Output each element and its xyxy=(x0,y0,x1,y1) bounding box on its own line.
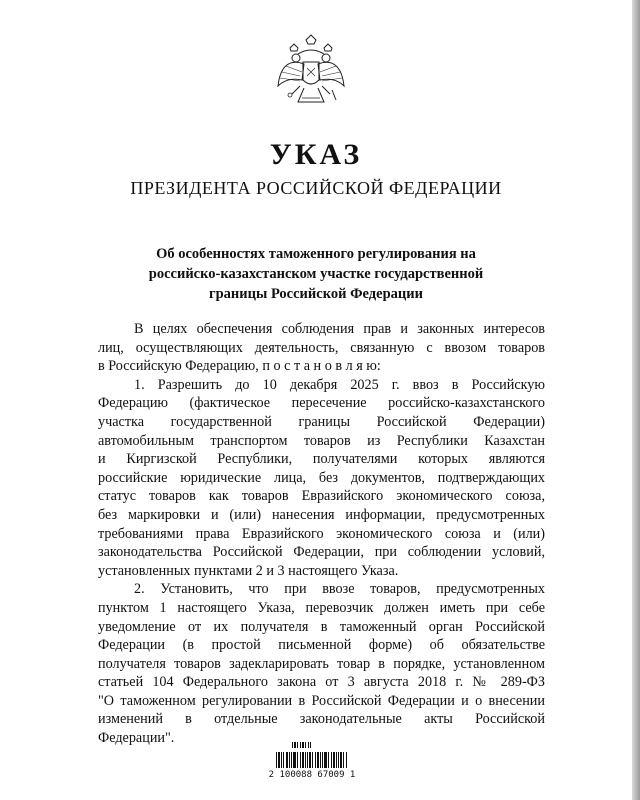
body-line: законодательства Российской Федерации, при соблюдении условий, xyxy=(98,544,545,561)
body-line: российские юридические лица, без документов, подтверждающих xyxy=(98,469,545,486)
body-line: лиц, осуществляющих деятельность, связанную с ввозом товаров xyxy=(98,339,545,356)
page-edge xyxy=(632,0,640,800)
body-line: Федерации". xyxy=(98,730,175,747)
body-line: получателя товаров задекларировать товар в порядке, установленном xyxy=(98,655,545,672)
body-line: требованиями права Евразийского экономического союза и (или) xyxy=(98,525,545,542)
subject-line: Об особенностях таможенного регулирования на xyxy=(156,246,476,262)
decree-subject xyxy=(110,244,522,304)
subject-line: российско-казахстанском участке государственной xyxy=(148,266,484,282)
decree-title: УКАЗ xyxy=(269,138,363,171)
body-line: автомобильным транспортом товаров из Республики Казахстан xyxy=(98,432,545,449)
body-line: пунктом 1 настоящего Указа, перевозчик должен иметь при себе xyxy=(98,599,545,616)
body-line: уведомление от их получателя в таможенный орган Российской xyxy=(98,618,545,635)
body-line: 1. Разрешить до 10 декабря 2025 г. ввоз в Российскую xyxy=(134,376,545,393)
subject-line: границы Российской Федерации xyxy=(209,286,423,302)
body-line: статус товаров как товаров Евразийского экономического союза, xyxy=(98,488,545,505)
body-line: и Киргизской Республики, получателями которых являются xyxy=(98,451,545,468)
body-line: Федерацию (фактическое пересечение российско-казахстанского xyxy=(98,395,545,412)
body-line: изменений в отдельные законодательные акты Российской xyxy=(98,711,545,728)
barcode-bars xyxy=(262,740,362,770)
barcode-number: 2 100088 67009 1 xyxy=(268,770,356,780)
body-line: Федерации (в простой письменной форме) об обязательстве xyxy=(98,637,545,654)
body-line: 2. Установить, что при ввозе товаров, предусмотренных xyxy=(134,581,545,598)
body-line: участка государственной границы Российской Федерации) xyxy=(98,413,545,430)
coat-of-arms-icon xyxy=(274,34,348,120)
body-line: В целях обеспечения соблюдения прав и законных интересов xyxy=(134,321,545,337)
body-line: статьей 104 Федерального закона от 3 августа 2018 г. № 289-ФЗ xyxy=(98,674,545,691)
body-line: без маркировки и (или) нанесения информации, предусмотренных xyxy=(98,506,545,523)
body-line: "О таможенном регулировании в Российской Федерации и о внесении xyxy=(98,692,545,709)
decree-body xyxy=(98,320,545,748)
body-line: в Российскую Федерацию, п о с т а н о в л я ю: xyxy=(98,358,381,375)
body-line: установленных пунктами 2 и 3 настоящего Указа. xyxy=(98,562,399,579)
barcode xyxy=(262,740,362,788)
decree-subtitle: ПРЕЗИДЕНТА РОССИЙСКОЙ ФЕДЕРАЦИИ xyxy=(130,178,502,198)
